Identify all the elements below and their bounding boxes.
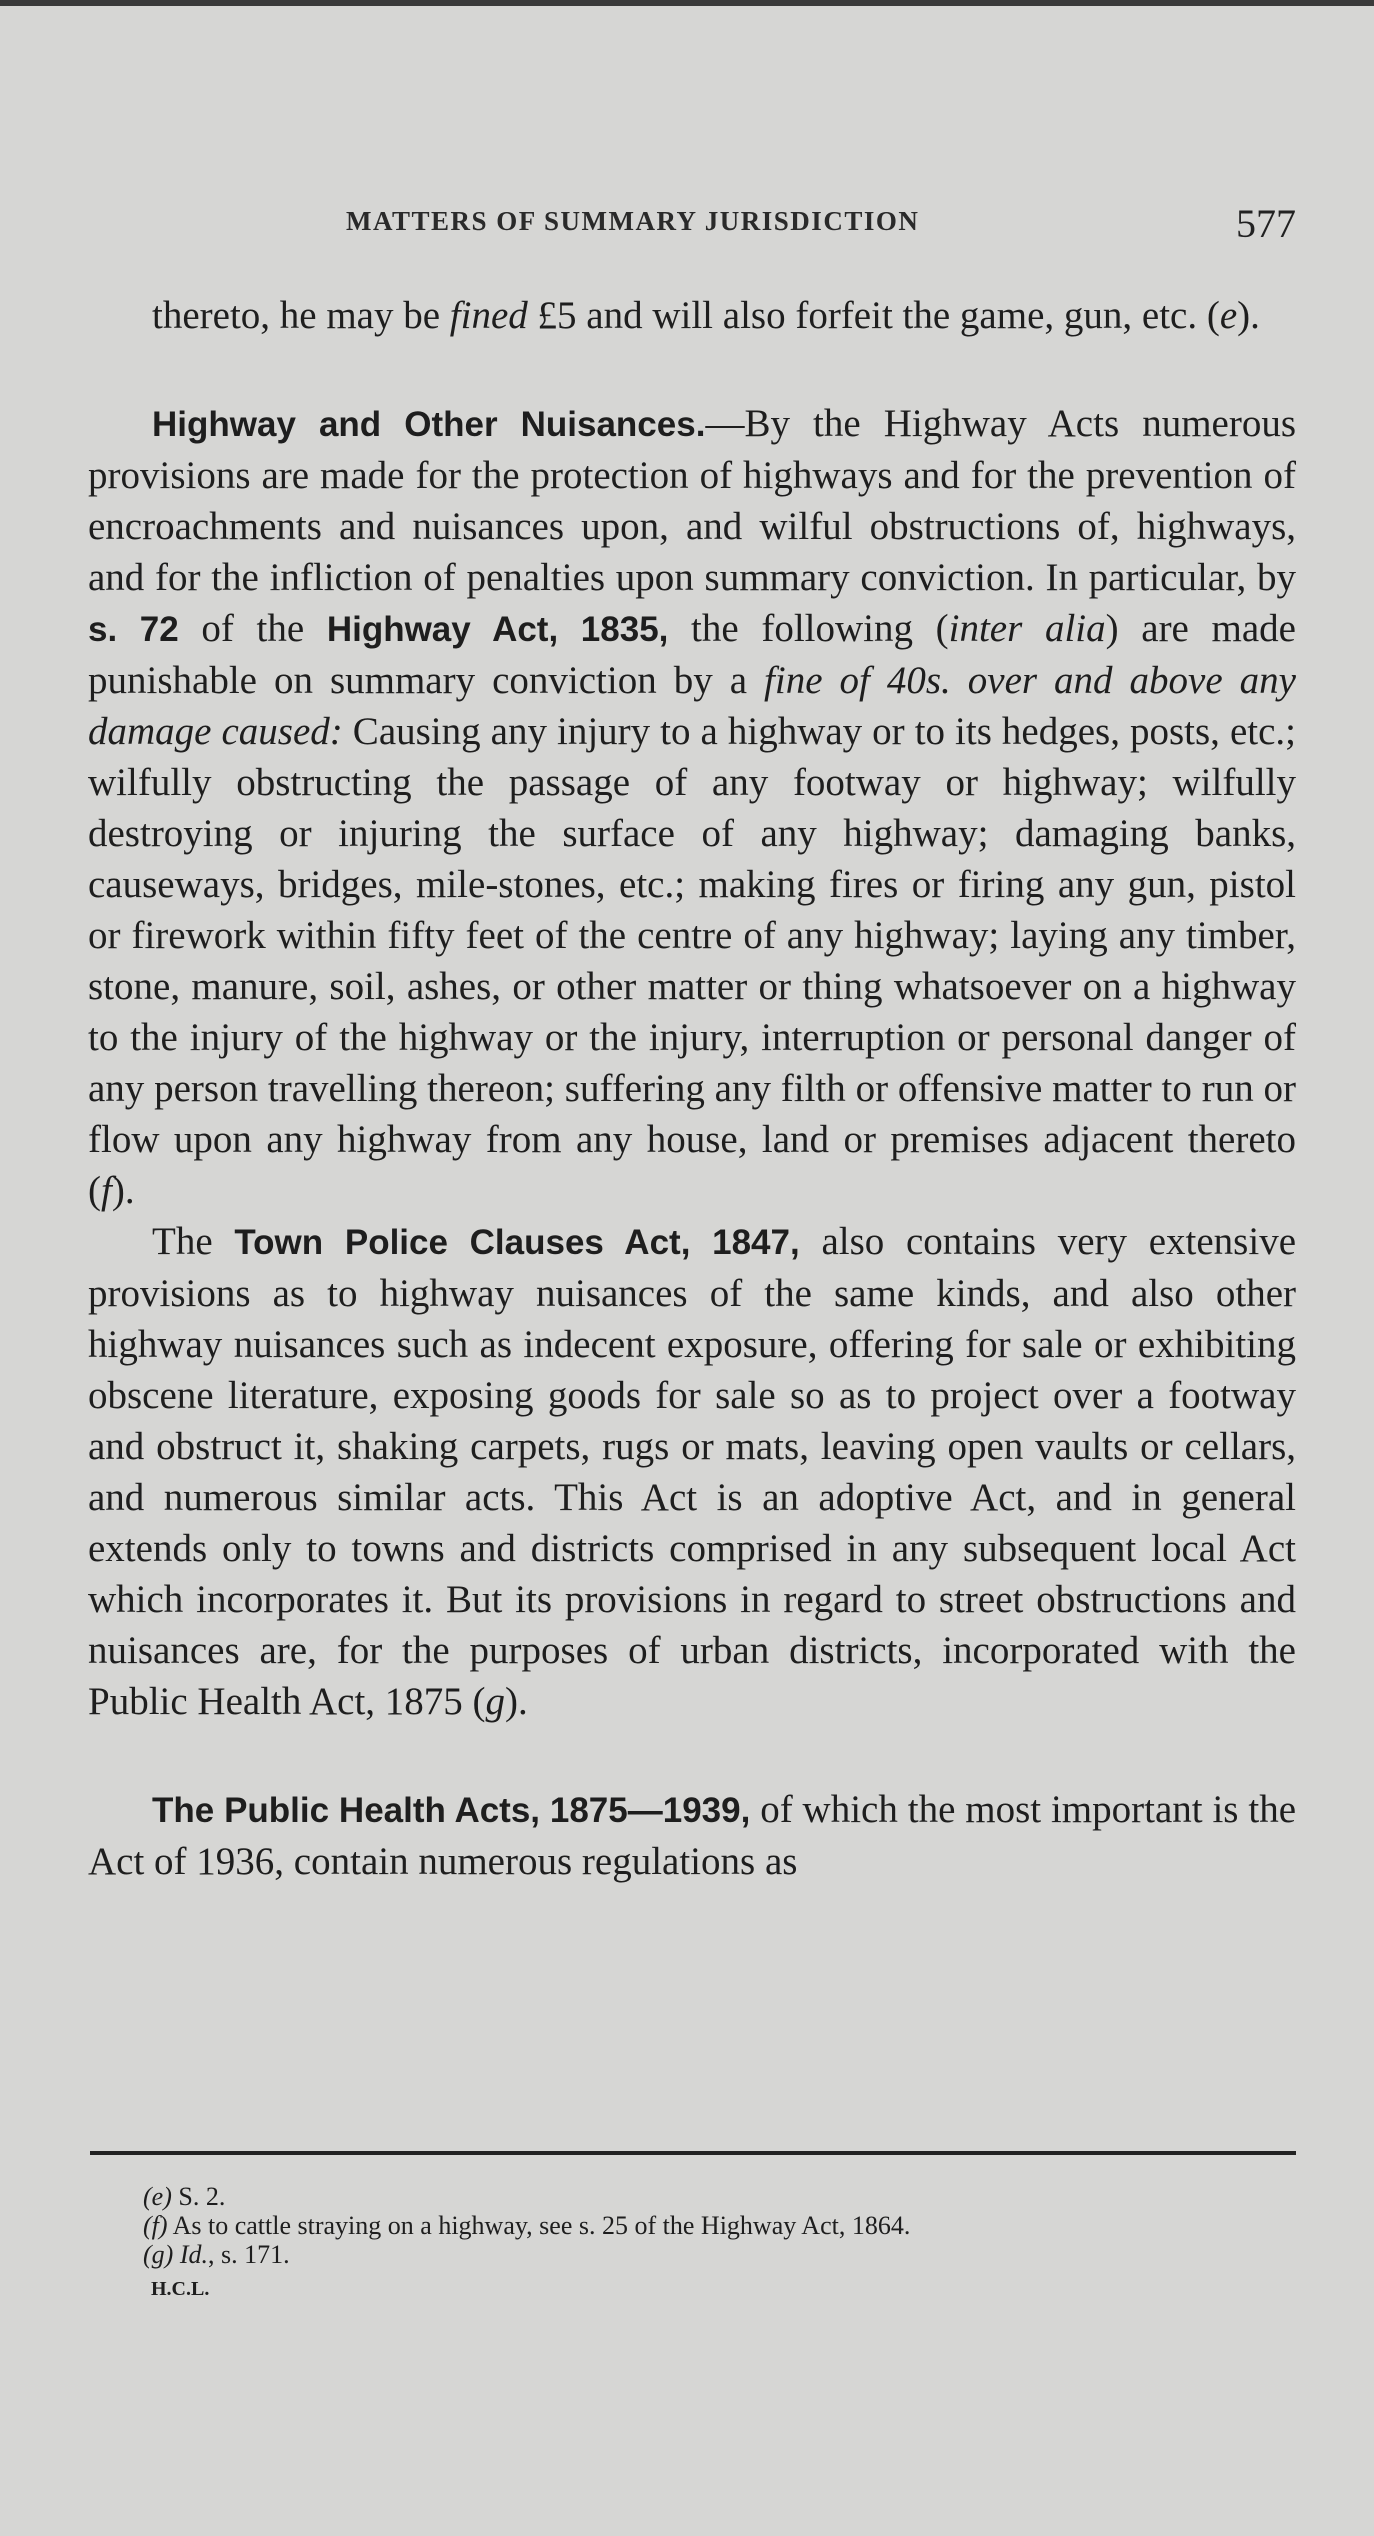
text-run: also contains very extensive provisions as to highway nuisances of the same kinds, and also other highway nuisances such as indecent exposure, offering for sale or exhibiting obscene literature, exposing goods for sale so as to project over a footway and obstruct it, shaking carpets, rugs or mats, leaving open vaults or cellars, and numerous similar acts. This Act is an adoptive Act, and in general extends only to towns and districts comprised in any subsequent local Act which incorporates it. But its provisions in regard to street obstructions and nuisances are, for the purposes of urban districts, incorporated with the Public Health Act, 1875 (	[88, 1220, 1297, 1723]
text-run: The	[152, 1220, 235, 1263]
text-run: the following (	[668, 607, 949, 650]
text-run: ).	[1237, 294, 1260, 337]
page-number: 577	[1236, 201, 1296, 246]
footnote-rule	[90, 2151, 1296, 2155]
footnotes	[143, 2182, 910, 2304]
italic-run: fined	[449, 294, 528, 337]
bold-run: s. 72	[88, 610, 179, 649]
page-header	[88, 200, 1296, 250]
footnote-mark: (e)	[143, 2182, 172, 2211]
footnote-text: As to cattle straying on a highway, see s. 25 of the Highway Act, 1864.	[167, 2211, 911, 2240]
text-run: Causing any injury to a highway or to its hedges, posts, etc.; wilfully obstructing the passage of any footway or highway; wilfully destroying or injuring the surface of any highway; damaging banks, causeways, bridges, mile-stones, etc.; making fires or firing any gun, pistol or firework within fifty feet of the centre of any highway; laying any timber, stone, manure, soil, ashes, or other matter or thing whatsoever on a highway to the injury of the highway or the injury, interruption or personal danger of any person travelling thereon; suffering any filth or offensive matter to run or flow upon any highway from any house, land or premises adjacent thereto (	[88, 710, 1296, 1212]
italic-run: inter alia	[948, 607, 1106, 650]
footnote-mark: (f)	[143, 2211, 168, 2240]
text-run: of which the most important is the Act of 1936, contain numerous regulations as	[88, 1788, 1297, 1883]
paragraph	[88, 1784, 1296, 1887]
footnote-text: , s. 171.	[208, 2240, 290, 2269]
footnote-mark: (g)	[143, 2240, 174, 2269]
bold-run: The Public Health Acts, 1875—1939,	[152, 1791, 751, 1830]
italic-run: f	[101, 1169, 112, 1212]
text-run: thereto, he may be	[152, 294, 450, 337]
footnote-e	[143, 2182, 910, 2211]
bold-run: Highway and Other Nuisances.	[152, 405, 706, 444]
italic-run: fine of 40s. over and above any damage caused:	[88, 659, 1296, 753]
bold-run: Town Police Clauses Act, 1847,	[234, 1223, 800, 1262]
italic-run: g	[485, 1680, 506, 1723]
footnote-italic: Id.	[179, 2240, 208, 2269]
text-run: —By the Highway Acts numerous provisions are made for the protection of highways and for the prevention of encroachments and nuisances upon, and wilful obstructions of, highways, and for the infliction of penalties upon summary conviction. In particular, by	[88, 402, 1297, 599]
footnote-f	[143, 2211, 910, 2240]
text-run: ).	[505, 1680, 528, 1723]
text-run: £5 and will also forfeit the game, gun, etc. (	[527, 294, 1220, 337]
paragraph	[88, 290, 1296, 341]
text-run: ).	[111, 1169, 135, 1212]
text-run: of the	[178, 607, 327, 650]
paragraph	[88, 1216, 1296, 1727]
paragraph	[88, 398, 1296, 1216]
signature-mark: H.C.L.	[151, 2278, 210, 2300]
footnote-text: S. 2.	[171, 2182, 226, 2211]
running-title: MATTERS OF SUMMARY JURISDICTION	[346, 206, 920, 236]
page-body	[88, 290, 1296, 1887]
italic-run: e	[1219, 294, 1238, 337]
text-run: ) are made punishable on summary conviction by a	[88, 607, 1296, 702]
scan-edge	[0, 0, 1374, 6]
footnote-g	[143, 2240, 910, 2269]
bold-run: Highway Act, 1835,	[326, 610, 669, 649]
